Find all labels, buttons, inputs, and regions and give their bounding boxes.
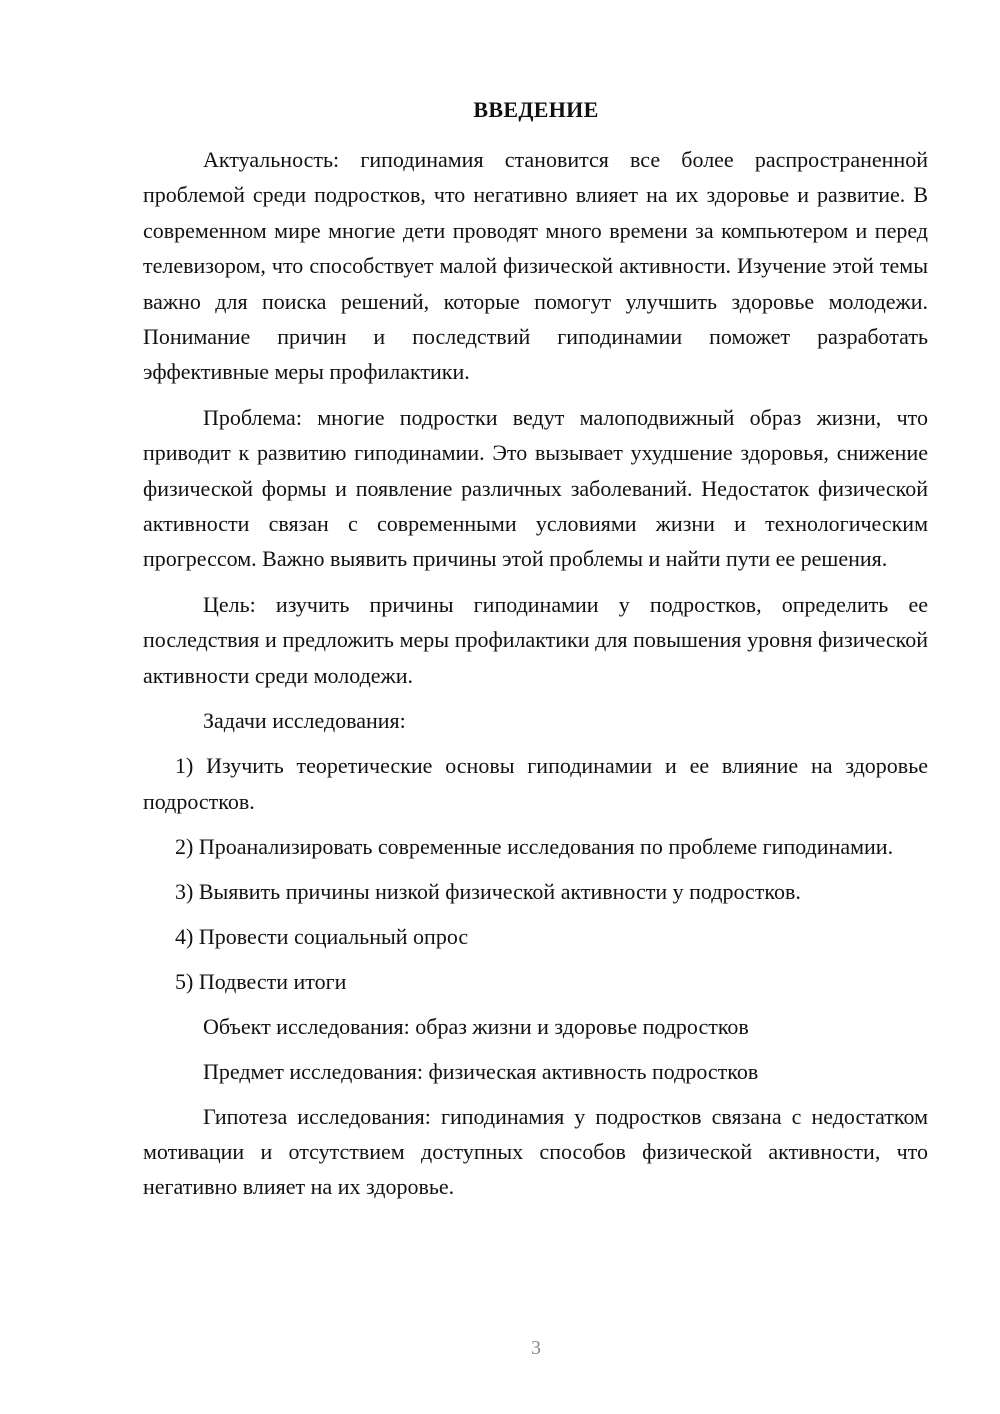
list-item: 3) Выявить причины низкой физической активности у подростков. [175, 878, 801, 904]
page-number: 3 [531, 1337, 541, 1359]
list-item: 5) Подвести итоги [175, 968, 347, 994]
list-item: 4) Провести социальный опрос [175, 923, 469, 949]
problem-paragraph: Проблема: многие подростки ведут малоподвижный образ жизни, что приводит к развитию гиподинамии. Это вызывает ухудшение здоровья, снижение физической формы и появление различных заболеваний. Недостаток физической активности связан с современными условиями жизни и технологическим прогрессом. Важно выявить причины этой проблемы и найти пути ее решения. [143, 404, 928, 572]
tasks-heading: Задачи исследования: [203, 708, 406, 734]
tasks-list [143, 748, 928, 999]
list-item: 1) Изучить теоретические основы гиподинамии и ее влияние на здоровье подростков. [143, 753, 928, 814]
goal-paragraph: Цель: изучить причины гиподинамии у подростков, определить ее последствия и предложить меры профилактики для повышения уровня физической активности среди молодежи. [143, 591, 928, 688]
hypothesis-paragraph: Гипотеза исследования: гиподинамия у подростков связана с недостатком мотивации и отсутствием доступных способов физической активности, что негативно влияет на их здоровье. [143, 1103, 928, 1200]
list-item: 2) Проанализировать современные исследования по проблеме гиподинамии. [175, 833, 894, 859]
document-body [143, 142, 928, 1205]
research-subject-paragraph: Предмет исследования: физическая активность подростков [203, 1058, 759, 1084]
page-title: ВВЕДЕНИЕ [473, 97, 599, 122]
research-object-paragraph: Объект исследования: образ жизни и здоровье подростков [203, 1013, 749, 1039]
relevance-paragraph: Актуальность: гиподинамия становится все более распространенной проблемой среди подростков, что негативно влияет на их здоровье и развитие. В современном мире многие дети проводят много времени за компьютером и перед телевизором, что способствует малой физической активности. Изучение этой темы важно для поиска решений, которые помогут улучшить здоровье молодежи. Понимание причин и последствий гиподинамии поможет разработать эффективные меры профилактики. [143, 147, 928, 385]
